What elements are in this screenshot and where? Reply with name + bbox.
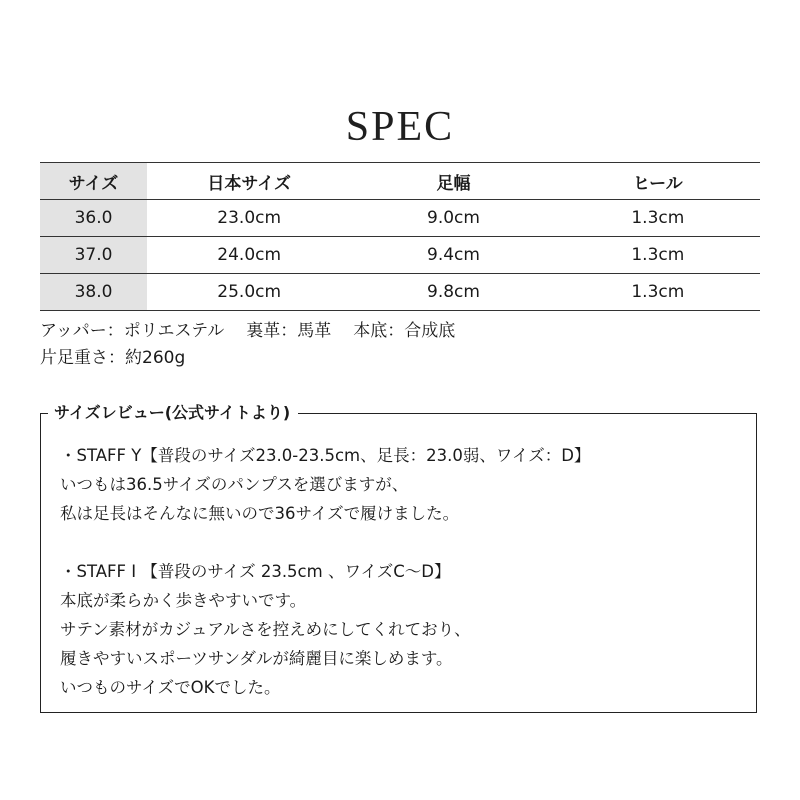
cell-japan-size: 25.0cm xyxy=(147,274,351,311)
review-line: ・STAFF Y【普段のサイズ23.0-23.5cm、足長：23.0弱、ワイズ：D】 xyxy=(60,446,591,465)
header-size: サイズ xyxy=(40,163,147,200)
cell-width: 9.0cm xyxy=(351,200,555,237)
cell-heel: 1.3cm xyxy=(556,274,760,311)
header-japan-size: 日本サイズ xyxy=(147,163,351,200)
header-heel: ヒール xyxy=(556,163,760,200)
cell-heel: 1.3cm xyxy=(556,200,760,237)
sole-material: 本底：合成底 xyxy=(353,321,456,341)
cell-heel: 1.3cm xyxy=(556,237,760,274)
review-line: いつものサイズでOKでした。 xyxy=(60,678,281,697)
lining-material: 裏革：馬革 xyxy=(246,321,332,341)
table-row xyxy=(40,237,760,274)
review-body xyxy=(60,441,750,731)
upper-material: アッパー：ポリエステル xyxy=(40,321,225,341)
review-line: 私は足長はそんなに無いので36サイズで履けました。 xyxy=(60,504,460,523)
review-line: ・STAFF I 【普段のサイズ 23.5cm 、ワイズC～D】 xyxy=(60,562,451,581)
page-title: SPEC xyxy=(345,104,455,150)
cell-width: 9.4cm xyxy=(351,237,555,274)
spec-table xyxy=(40,162,760,311)
cell-size: 38.0 xyxy=(40,274,147,311)
cell-size: 36.0 xyxy=(40,200,147,237)
materials-info xyxy=(40,318,455,372)
review-line: 履きやすいスポーツサンダルが綺麗目に楽しめます。 xyxy=(60,649,453,668)
review-heading: サイズレビュー(公式サイトより) xyxy=(48,400,298,426)
cell-width: 9.8cm xyxy=(351,274,555,311)
review-line: いつもは36.5サイズのパンプスを選びますが、 xyxy=(60,475,409,494)
weight-info: 片足重さ：約260g xyxy=(40,348,186,368)
header-width: 足幅 xyxy=(351,163,555,200)
materials-line xyxy=(40,318,455,345)
cell-size: 37.0 xyxy=(40,237,147,274)
cell-japan-size: 23.0cm xyxy=(147,200,351,237)
table-row xyxy=(40,200,760,237)
review-line: サテン素材がカジュアルさを控えめにしてくれており、 xyxy=(60,620,471,639)
table-header-row xyxy=(40,163,760,200)
cell-japan-size: 24.0cm xyxy=(147,237,351,274)
review-staff-i xyxy=(60,557,750,702)
table-row xyxy=(40,274,760,311)
review-staff-y xyxy=(60,441,750,528)
review-line: 本底が柔らかく歩きやすいです。 xyxy=(60,591,307,610)
